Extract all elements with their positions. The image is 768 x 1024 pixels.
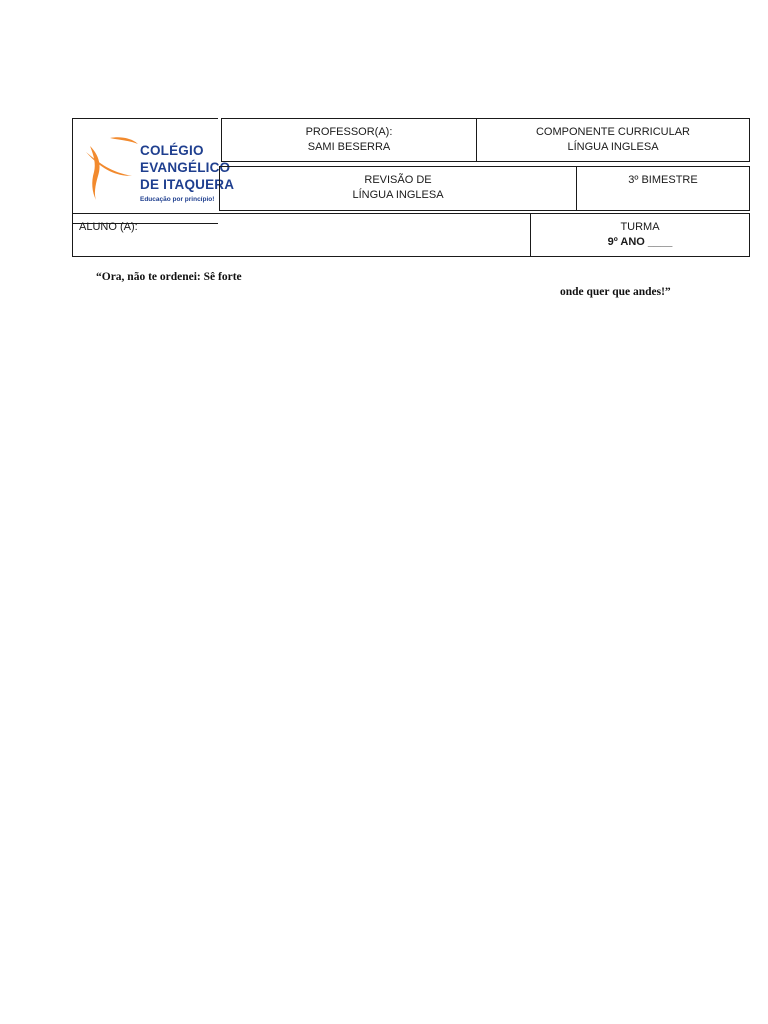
logo-line-1: COLÉGIO [140, 143, 204, 158]
professor-label: PROFESSOR(A): [305, 126, 393, 138]
quote-part-2: onde quer que andes!” [560, 286, 671, 298]
component-value: LÍNGUA INGLESA [567, 141, 659, 153]
student-cell [72, 213, 531, 257]
professor-name: SAMI BESERRA [307, 141, 391, 153]
class-value: 9º ANO ____ [607, 236, 673, 248]
component-label: COMPONENTE CURRICULAR [535, 126, 690, 138]
class-label: TURMA [620, 221, 660, 233]
component-text [476, 125, 750, 155]
class-text [530, 220, 750, 250]
revision-line-1: REVISÃO DE [364, 174, 432, 186]
student-label: ALUNO (A): [79, 221, 138, 233]
revision-text [219, 173, 577, 203]
quote-part-1: “Ora, não te ordenei: Sê forte [96, 271, 242, 283]
logo-x-mark-icon [80, 132, 142, 202]
professor-text [221, 125, 477, 155]
logo-line-2: EVANGÉLICO [140, 160, 231, 175]
bimester-text: 3º BIMESTRE [628, 174, 698, 186]
logo-line-3: DE ITAQUERA [140, 177, 235, 192]
logo-tagline: Educação por princípio! [140, 196, 215, 203]
revision-line-2: LÍNGUA INGLESA [352, 189, 444, 201]
